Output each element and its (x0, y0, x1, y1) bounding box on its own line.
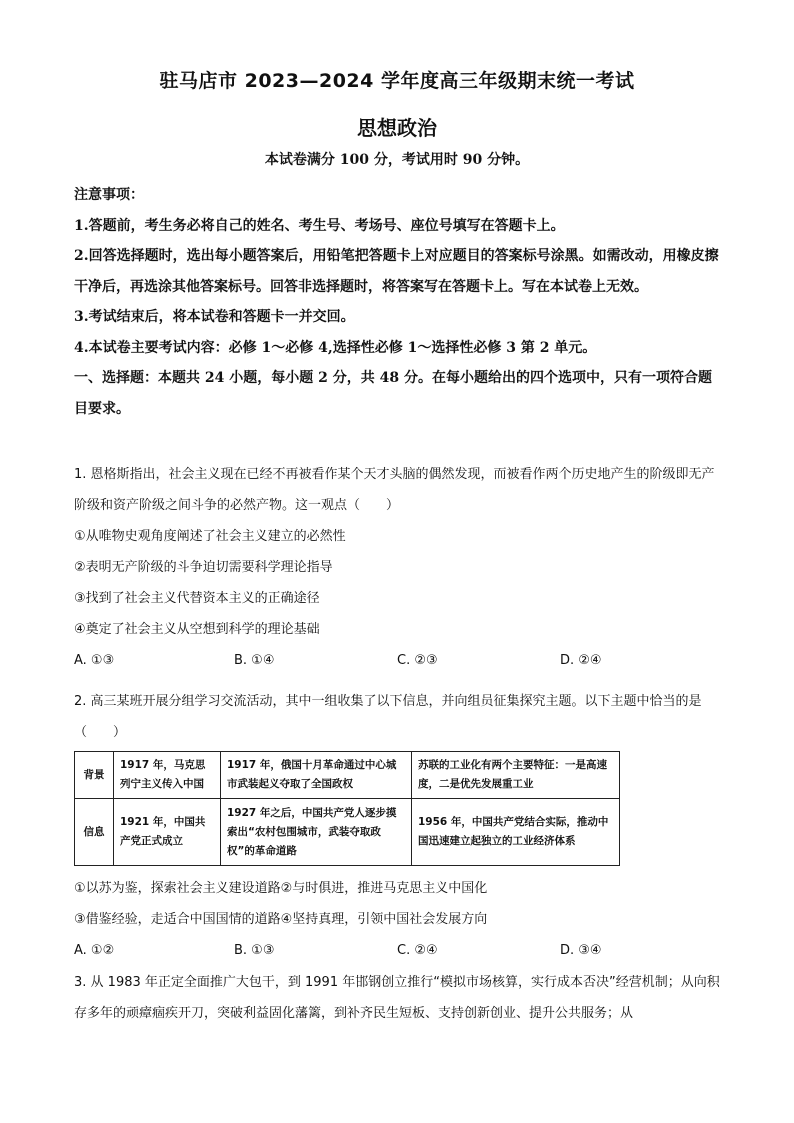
question-2-stem (74, 686, 720, 748)
option-a[interactable]: A. ①② (74, 943, 115, 958)
table-cell: 1956 年，中国共产党结合实际，推动中国迅速建立起独立的工业经济体系 (412, 799, 620, 866)
table-cell: 苏联的工业化有两个主要特征：一是高速度，二是优先发展重工业 (412, 752, 620, 799)
statement-item: ①以苏为鉴，探索社会主义建设道路②与时俱进，推进马克思主义中国化 (74, 881, 488, 896)
option-d[interactable]: D. ③④ (560, 943, 602, 958)
option-c[interactable]: C. ②③ (397, 653, 438, 668)
table-cell: 1921 年，中国共产党正式成立 (114, 799, 221, 866)
notice-section (74, 180, 720, 424)
option-b[interactable]: B. ①③ (234, 943, 275, 958)
info-table (74, 751, 620, 866)
exam-info: 本试卷满分 100 分，考试用时 90 分钟。 (264, 152, 530, 168)
row-header: 背景 (75, 752, 114, 799)
answer-options (74, 645, 720, 676)
notice-item: 2.回答选择题时，选出每小题答案后，用铅笔把答题卡上对应题目的答案标号涂黑。如需改动，用橡皮擦干净后，再选涂其他答案标号。回答非选择题时，将答案写在答题卡上。写在本试卷上无效。 (74, 248, 719, 295)
notice-item: 3.考试结束后，将本试卷和答题卡一并交回。 (74, 309, 355, 325)
table-cell: 1927 年之后，中国共产党人逐步摸索出“农村包围城市，武装夺取政权”的革命道路 (221, 799, 412, 866)
table-row (75, 799, 620, 866)
question-1 (74, 459, 720, 676)
exam-title: 驻马店市 2023—2024 学年度高三年级期末统一考试 (159, 70, 635, 92)
notice-heading: 注意事项： (74, 187, 144, 203)
table-row (75, 752, 620, 799)
question-3 (74, 967, 720, 1029)
statement-item: ①从唯物史观角度阐述了社会主义建立的必然性 (74, 529, 346, 544)
table-cell: 1917 年，俄国十月革命通过中心城市武装起义夺取了全国政权 (221, 752, 412, 799)
subject-title: 思想政治 (357, 116, 437, 140)
question-stem: 1. 恩格斯指出，社会主义现在已经不再被看作某个天才头脑的偶然发现，而被看作两个历史地产生的阶级即无产阶级和资产阶级之间斗争的必然产物。这一观点（ ） (74, 467, 715, 513)
question-stem: 2. 高三某班开展分组学习交流活动，其中一组收集了以下信息，并向组员征集探究主题。以下主题中恰当的是（ ） (74, 694, 702, 740)
row-header: 信息 (75, 799, 114, 866)
option-a[interactable]: A. ①③ (74, 653, 115, 668)
table-cell: 1917 年，马克思列宁主义传入中国 (114, 752, 221, 799)
section-heading: 一、选择题：本题共 24 小题，每小题 2 分，共 48 分。在每小题给出的四个选项中，只有一项符合题目要求。 (74, 370, 712, 417)
option-d[interactable]: D. ②④ (560, 653, 602, 668)
notice-item: 4.本试卷主要考试内容：必修 1～必修 4,选择性必修 1～选择性必修 3 第 2 单元。 (74, 339, 597, 356)
statement-item: ②表明无产阶级的斗争迫切需要科学理论指导 (74, 560, 333, 575)
answer-options (74, 935, 720, 966)
statement-item: ③找到了社会主义代替资本主义的正确途径 (74, 591, 320, 606)
question-2-choices (74, 873, 720, 966)
option-c[interactable]: C. ②④ (397, 943, 438, 958)
question-stem: 3. 从 1983 年正定全面推广大包干，到 1991 年邯钢创立推行“模拟市场核算，实行成本否决”经营机制；从向积存多年的顽瘴痼疾开刀，突破利益固化藩篱，到补齐民生短板、支持创新创业、提升公共服务；从 (74, 975, 720, 1021)
statement-item: ③借鉴经验，走适合中国国情的道路④坚持真理，引领中国社会发展方向 (74, 912, 488, 927)
option-b[interactable]: B. ①④ (234, 653, 275, 668)
notice-item: 1.答题前，考生务必将自己的姓名、考生号、考场号、座位号填写在答题卡上。 (74, 217, 565, 234)
statement-item: ④奠定了社会主义从空想到科学的理论基础 (74, 622, 320, 637)
